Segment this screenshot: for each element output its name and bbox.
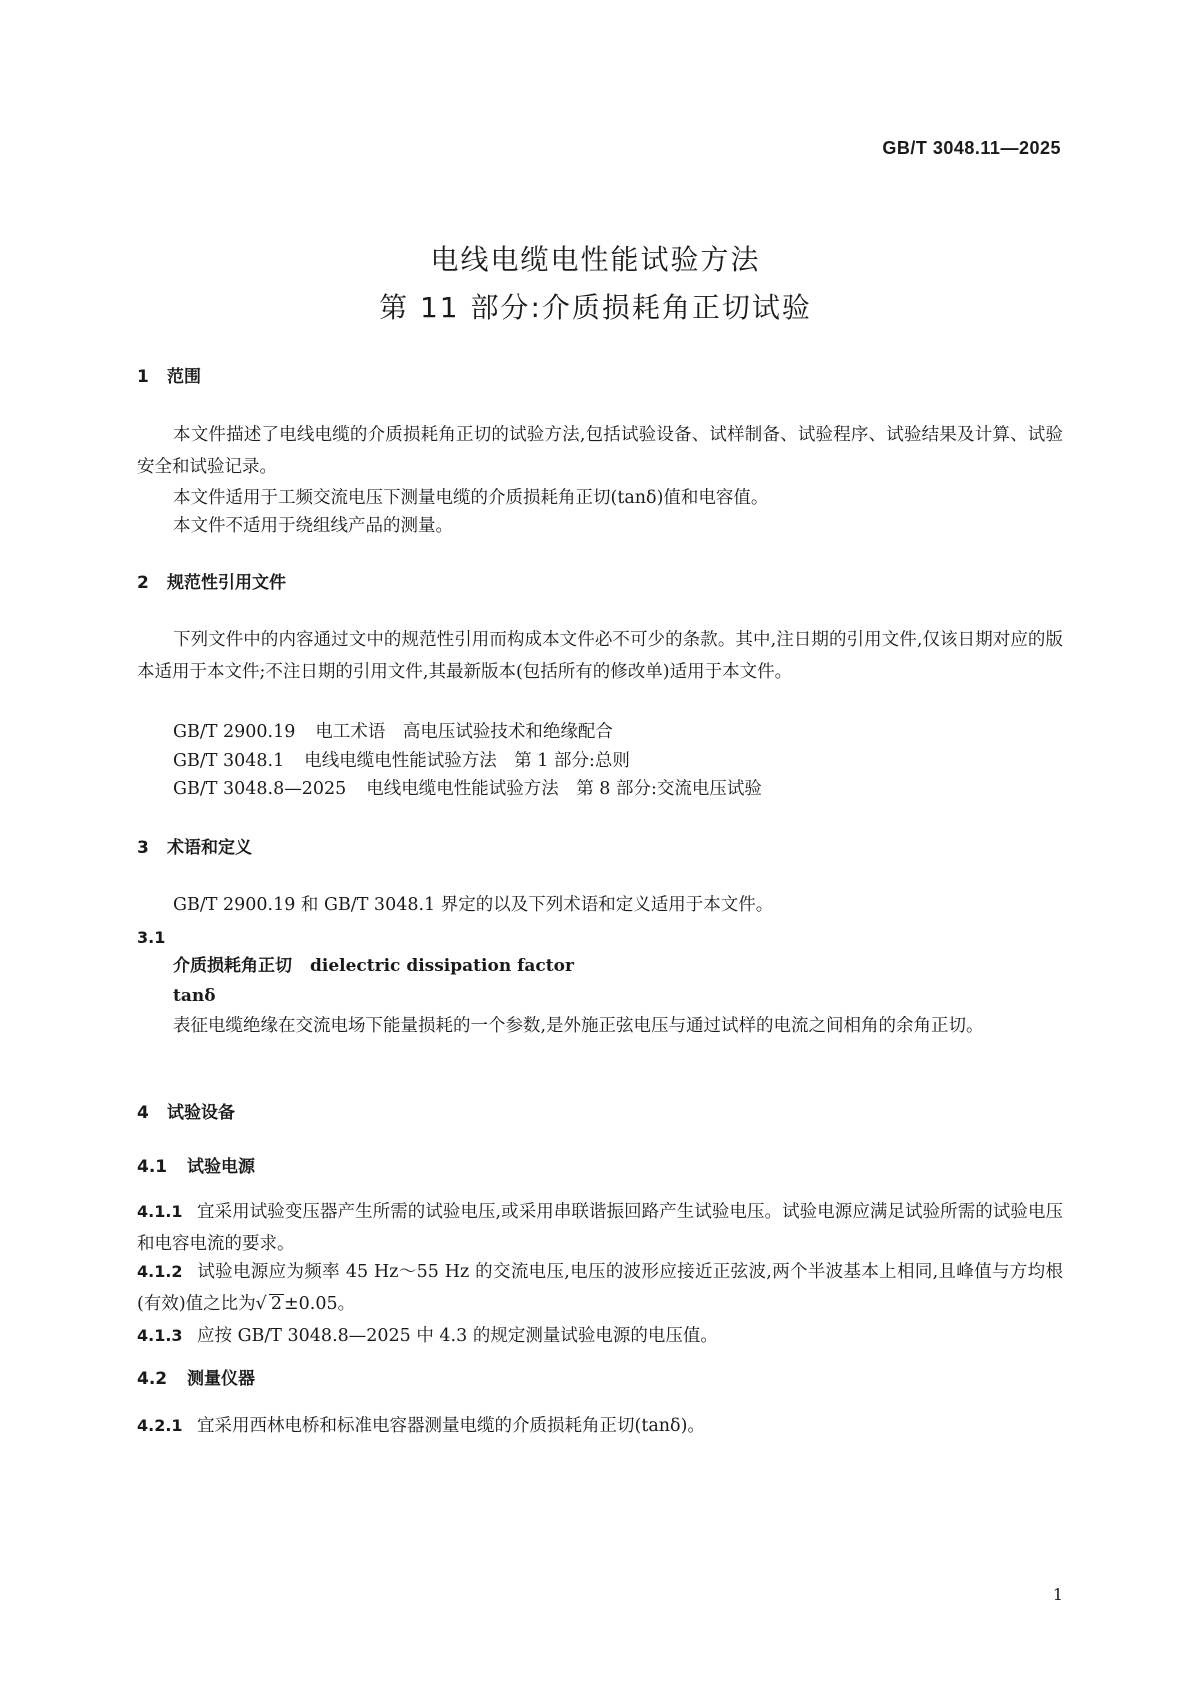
reference-item — [173, 716, 613, 748]
section-1-paragraph-2: 本文件适用于工频交流电压下测量电缆的介质损耗角正切(tanδ)值和电容值。 — [173, 488, 769, 508]
reference-item — [173, 773, 762, 805]
subsection-number: 4.1 — [137, 1157, 168, 1177]
section-1-heading — [137, 365, 201, 389]
term-name — [173, 953, 574, 979]
reference-title: 电线电缆电性能试验方法 第 8 部分:交流电压试验 — [366, 779, 762, 799]
document-title-line2: 第 11 部分:介质损耗角正切试验 — [379, 291, 812, 324]
clause-number: 4.2.1 — [137, 1416, 183, 1435]
section-2-heading — [137, 571, 286, 595]
reference-code: GB/T 3048.8—2025 — [173, 779, 347, 799]
section-number: 1 — [137, 367, 149, 387]
page-number: 1 — [1052, 1585, 1063, 1604]
term-definition: 表征电缆绝缘在交流电场下能量损耗的一个参数,是外施正弦电压与通过试样的电流之间相角的余角正切。 — [173, 1016, 984, 1036]
section-4-heading — [137, 1101, 235, 1125]
sqrt-radicand: 2 — [270, 1294, 282, 1314]
sqrt-symbol: √ — [255, 1294, 267, 1314]
clause-4-1-2 — [137, 1256, 1063, 1320]
clause-4-1-1 — [137, 1196, 1063, 1260]
subsection-title: 测量仪器 — [187, 1369, 255, 1389]
section-2-paragraph-1: 下列文件中的内容通过文中的规范性引用而构成本文件必不可少的条款。其中,注日期的引用文件,仅该日期对应的版本适用于本文件;不注日期的引用文件,其最新版本(包括所有的修改单)适用于本文件。 — [137, 630, 1063, 682]
section-title: 范围 — [167, 367, 201, 387]
clause-number: 4.1.2 — [137, 1262, 183, 1281]
clause-text: 宜采用试验变压器产生所需的试验电压,或采用串联谐振回路产生试验电压。试验电源应满足试验所需的试验电压和电容电流的要求。 — [137, 1202, 1063, 1254]
reference-code: GB/T 2900.19 — [173, 722, 296, 742]
section-title: 试验设备 — [167, 1103, 235, 1123]
reference-title: 电线电缆电性能试验方法 第 1 部分:总则 — [304, 751, 630, 771]
clause-number: 4.1.1 — [137, 1202, 183, 1221]
standard-code: GB/T 3048.11—2025 — [882, 138, 1061, 158]
clause-text: 应按 GB/T 3048.8—2025 中 4.3 的规定测量试验电源的电压值。 — [197, 1326, 718, 1346]
clause-text-b: ±0.05。 — [283, 1294, 356, 1314]
clause-4-1-3 — [137, 1320, 1063, 1352]
section-title: 规范性引用文件 — [167, 573, 286, 593]
section-3-paragraph-1: GB/T 2900.19 和 GB/T 3048.1 界定的以及下列术语和定义适用于本文件。 — [173, 895, 774, 915]
clause-4-2-1 — [137, 1410, 1063, 1442]
term-symbol: tanδ — [173, 986, 216, 1006]
term-number: 3.1 — [137, 928, 166, 947]
section-3-heading — [137, 836, 252, 860]
document-title-line1: 电线电缆电性能试验方法 — [430, 243, 761, 276]
section-number: 4 — [137, 1103, 149, 1123]
term-name-en: dielectric dissipation factor — [310, 956, 574, 976]
clause-text: 宜采用西林电桥和标准电容器测量电缆的介质损耗角正切(tanδ)。 — [197, 1416, 705, 1436]
section-number: 2 — [137, 573, 149, 593]
term-name-cn: 介质损耗角正切 — [173, 956, 292, 976]
subsection-4-1-heading — [137, 1155, 255, 1179]
subsection-number: 4.2 — [137, 1369, 168, 1389]
section-title: 术语和定义 — [167, 838, 252, 858]
reference-code: GB/T 3048.1 — [173, 751, 285, 771]
section-number: 3 — [137, 838, 149, 858]
reference-title: 电工术语 高电压试验技术和绝缘配合 — [315, 722, 613, 742]
clause-number: 4.1.3 — [137, 1326, 183, 1345]
section-1-paragraph-3: 本文件不适用于绕组线产品的测量。 — [173, 516, 453, 536]
subsection-title: 试验电源 — [187, 1157, 255, 1177]
clause-text-a: 试验电源应为频率 45 Hz～55 Hz 的交流电压,电压的波形应接近正弦波,两个半波基本上相同,且峰值与方均根(有效)值之比为 — [137, 1262, 1063, 1314]
section-1-paragraph-1: 本文件描述了电线电缆的介质损耗角正切的试验方法,包括试验设备、试样制备、试验程序、试验结果及计算、试验安全和试验记录。 — [137, 425, 1063, 477]
subsection-4-2-heading — [137, 1367, 255, 1391]
